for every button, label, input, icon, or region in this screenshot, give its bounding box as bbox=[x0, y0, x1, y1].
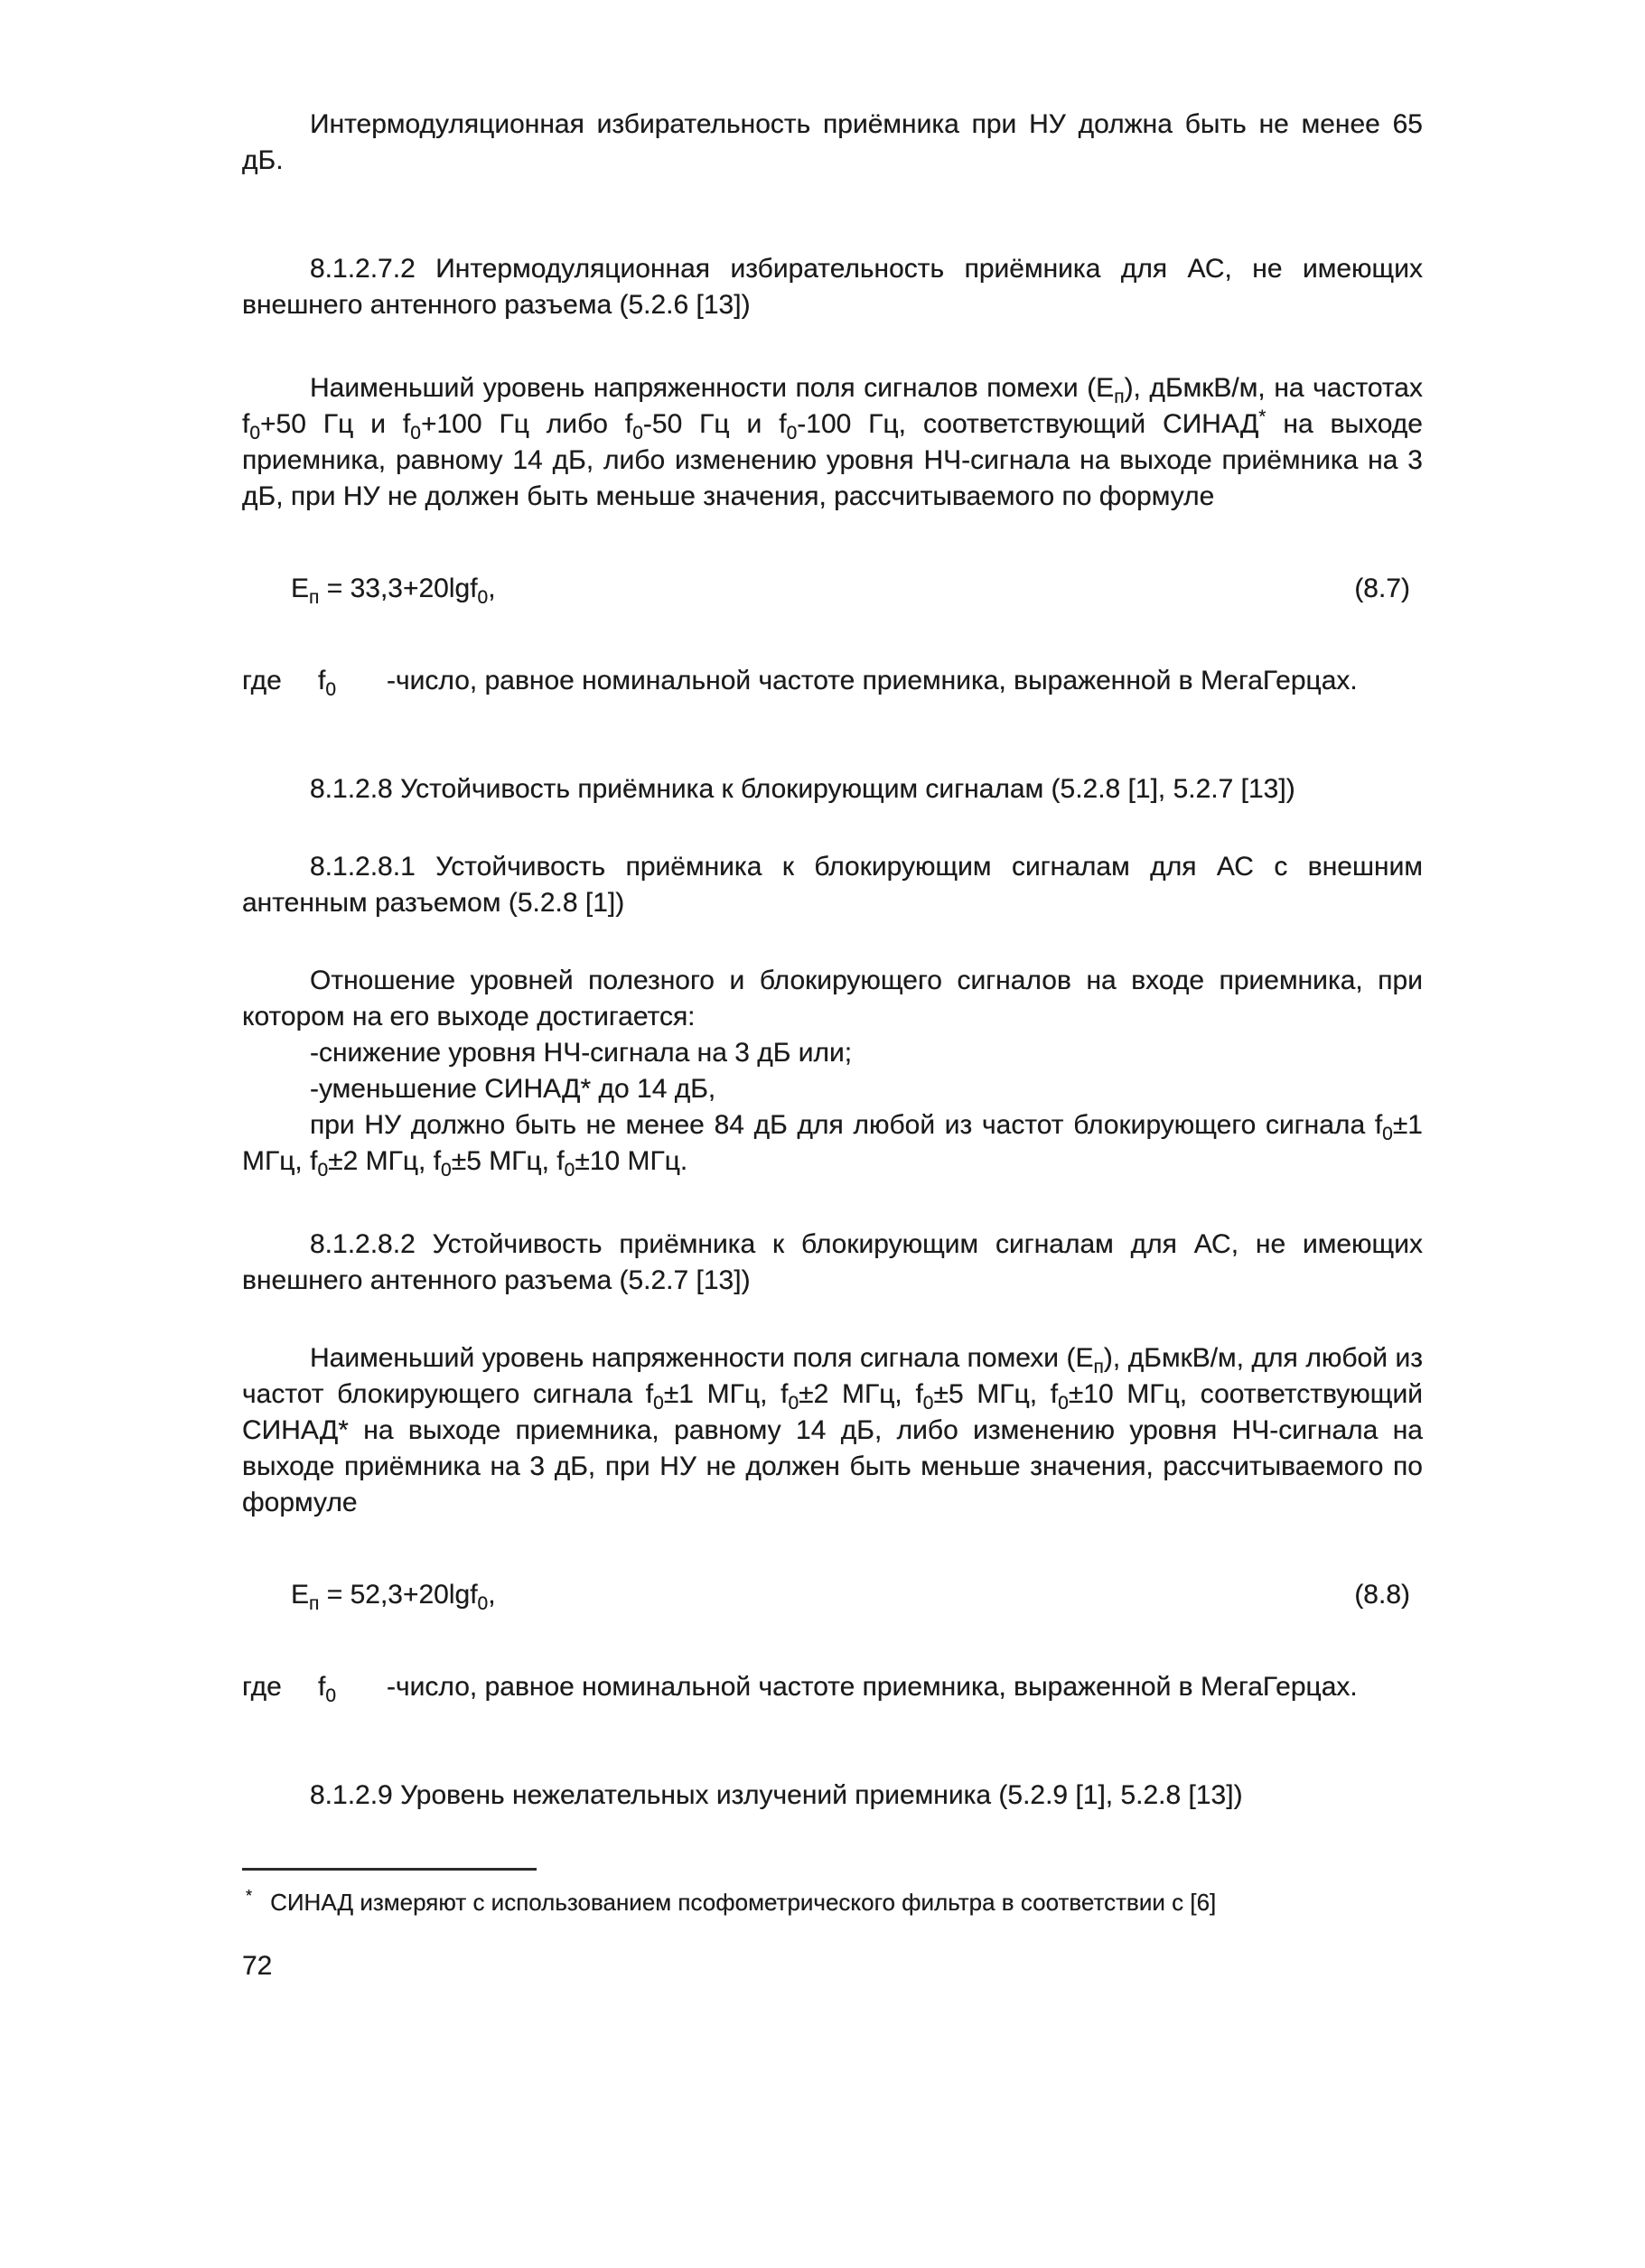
formula-8-8 bbox=[242, 1577, 1423, 1613]
where-lead: где bbox=[242, 1672, 282, 1702]
where-symbol: $f_0$ bbox=[318, 1672, 337, 1706]
where-clause-2 bbox=[242, 1669, 1423, 1705]
footnote-text: СИНАД измеряют с использованием псофометрического фильтра в соответствии с [6] bbox=[270, 1889, 1217, 1916]
where-text: -число, равное номинальной частоте приемника, выраженной в МегаГерцах. bbox=[387, 1672, 1358, 1702]
intro-paragraph: Интермодуляционная избирательность приёмника при НУ должна быть не менее 65 дБ. bbox=[242, 109, 1423, 175]
where-clause-1 bbox=[242, 663, 1423, 699]
section-heading-8-1-2-8-2: 8.1.2.8.2 Устойчивость приёмника к блокирующим сигналам для АС, не имеющих внешнего антенного разъема (5.2.7 [13]) bbox=[242, 1229, 1423, 1295]
where-symbol: $f_0$ bbox=[318, 666, 337, 700]
formula-8-7-expression: $E_п = 33,3+20\lg f_0$, bbox=[291, 574, 496, 608]
formula-8-7 bbox=[242, 571, 1423, 607]
formula-8-8-number: (8.8) bbox=[1354, 1580, 1410, 1610]
footnote-rule bbox=[242, 1868, 537, 1871]
document-body bbox=[242, 107, 1423, 1814]
footnote: * СИНАД измеряют с использованием псофометрического фильтра в соответствии с [6] bbox=[246, 1887, 1217, 1916]
paragraph-field-strength-1: Наименьший уровень напряженности поля сигналов помехи $(E_п)$, дБмкВ/м, на частотах $f_0+50$ Гц и $f_0+100$ Гц либо $f_0-50$ Гц и $f_0-100$ Гц, соответствующий СИНАД* на выходе приемника, равному 14 дБ, либо изменению уровня НЧ-сигнала на выходе приёмника на 3 дБ, при НУ не должен быть меньше значения, рассчитываемого по формуле bbox=[242, 373, 1423, 511]
paragraph-ratio-intro: Отношение уровней полезного и блокирующего сигналов на входе приемника, при котором на его выходе достигается: bbox=[242, 966, 1423, 1031]
paragraph-ratio-continuation: при НУ должно быть не менее 84 дБ для любой из частот блокирующего сигнала $f_0\pm 1$ МГц, $f_0\pm 2$ МГц, $f_0\pm 5$ МГц, $f_0\pm 10$ МГц. bbox=[242, 1110, 1423, 1181]
section-heading-8-1-2-7-2: 8.1.2.7.2 Интермодуляционная избирательность приёмника для АС, не имеющих внешнего антенного разъема (5.2.6 [13]) bbox=[242, 254, 1423, 320]
page-number: 72 bbox=[242, 1951, 273, 1981]
list-item-signal-drop: -снижение уровня НЧ-сигнала на 3 дБ или; bbox=[310, 1038, 853, 1068]
section-heading-8-1-2-8: 8.1.2.8 Устойчивость приёмника к блокирующим сигналам (5.2.8 [1], 5.2.7 [13]) bbox=[310, 774, 1295, 804]
formula-8-7-number: (8.7) bbox=[1354, 574, 1410, 603]
formula-8-8-expression: $E_п = 52,3+20\lg f_0$, bbox=[291, 1580, 496, 1614]
list-item-sinad-drop: -уменьшение СИНАД* до 14 дБ, bbox=[310, 1074, 716, 1104]
section-heading-8-1-2-8-1: 8.1.2.8.1 Устойчивость приёмника к блокирующим сигналам для АС с внешним антенным разъемом (5.2.8 [1]) bbox=[242, 852, 1423, 918]
where-lead: где bbox=[242, 666, 282, 695]
where-text: -число, равное номинальной частоте приемника, выраженной в МегаГерцах. bbox=[387, 666, 1358, 695]
section-heading-8-1-2-9: 8.1.2.9 Уровень нежелательных излучений приемника (5.2.9 [1], 5.2.8 [13]) bbox=[310, 1780, 1243, 1810]
page-footer bbox=[242, 1868, 1423, 1984]
paragraph-field-strength-2: Наименьший уровень напряженности поля сигнала помехи $(E_п)$, дБмкВ/м, для любой из частот блокирующего сигнала $f_0\pm 1$ МГц, $f_0\pm 2$ МГц, $f_0\pm 5$ МГц, $f_0\pm 10$ МГц, соответствующий СИНАД* на выходе приемника, равному 14 дБ, либо изменению уровня НЧ-сигнала на выходе приёмника на 3 дБ, при НУ не должен быть меньше значения, рассчитываемого по формуле bbox=[242, 1343, 1424, 1517]
